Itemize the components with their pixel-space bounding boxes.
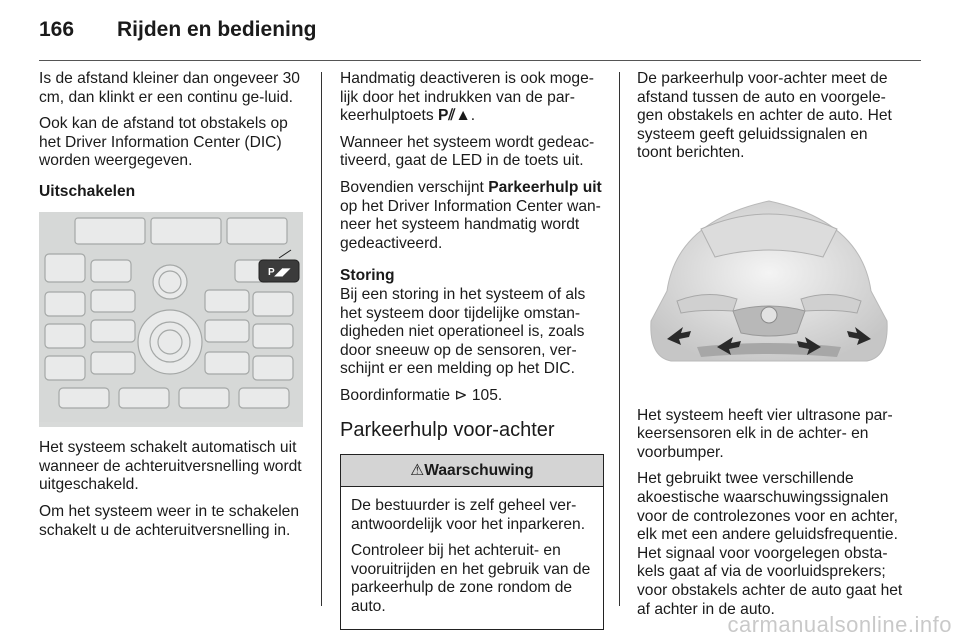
paragraph: [340, 70, 604, 126]
car-front-image: [637, 171, 901, 383]
punctuation: .: [470, 107, 476, 125]
paragraph: De parkeerhulp voor-achter meet de afstand tussen de auto en voorgele-gen obstakels en achter de auto. Het systeem geeft geluidssignalen en toont berichten.: [637, 70, 892, 162]
section-title: Parkeerhulp voor-achter: [340, 418, 555, 441]
header-divider: [39, 60, 921, 61]
car-illustration: [637, 171, 901, 389]
page-number: 166: [39, 18, 75, 41]
dic-message: Parkeerhulp uit: [488, 178, 602, 196]
park-assist-label: P◢◤: [267, 266, 291, 278]
warning-title: Waarschuwing: [424, 461, 534, 479]
paragraph: Is de afstand kleiner dan ongeveer 30 cm, dan klinkt er een continu ge-luid.: [39, 70, 300, 106]
column-3: [637, 70, 903, 627]
paragraph: Wanneer het systeem wordt gedeac-tiveerd, gaat de LED in de toets uit.: [340, 133, 595, 170]
column-2: [340, 70, 604, 630]
paragraph-text: Handmatig deactiveren is ook moge-lijk door het indrukken van de par-keerhulptoets: [340, 70, 594, 125]
column-divider: [321, 72, 322, 606]
warning-box: [340, 454, 604, 630]
paragraph: Het gebruikt twee verschillende akoestische waarschuwingssignalen voor de controlezones voor en achter, elk met een andere geluidsfrequentie. Het signaal voor voorgelegen obsta-kels gaat af via de voorluidsprekers; voor obstakels achter de auto gaat het af achter in de auto.: [637, 470, 903, 618]
chapter-title: Rijden en bediening: [117, 18, 317, 41]
watermark: carmanualsonline.info: [727, 612, 952, 637]
cross-reference-page: 105.: [471, 386, 503, 404]
warning-icon: ⚠: [410, 461, 425, 479]
paragraph: Ook kan de afstand tot obstakels op het Driver Information Center (DIC) worden weergegeven.: [39, 115, 288, 170]
column-1: [39, 70, 303, 548]
page-header: [39, 18, 317, 48]
center-console-image: [39, 212, 303, 422]
warning-body: [341, 487, 603, 629]
paragraph-text: Bovendien verschijnt: [340, 178, 489, 196]
column-divider: [619, 72, 620, 606]
arrow-icon: ⊳: [454, 386, 468, 404]
cross-reference-text: Boordinformatie: [340, 386, 451, 404]
paragraph-text: op het Driver Information Center wan-neer het systeem handmatig wordt gedeactiveerd.: [340, 197, 601, 252]
cross-reference[interactable]: [340, 387, 604, 406]
paragraph: Het systeem schakelt automatisch uit wanneer de achteruitversnelling wordt uitgeschakeld.: [39, 439, 302, 494]
paragraph: Controleer bij het achteruit- en vooruitrijden en het gebruik van de parkeerhulp de zone rondom de auto.: [351, 542, 591, 616]
paragraph: Bij een storing in het systeem of als het systeem door tijdelijke omstan-digheden niet operationeel is, zoals door sneeuw op de sensoren, ver-schijnt er een melding op het DIC.: [340, 285, 586, 378]
section-heading-uitschakelen: Uitschakelen: [39, 182, 136, 200]
paragraph: De bestuurder is zelf geheel ver-antwoordelijk voor het inparkeren.: [351, 497, 586, 533]
park-assist-key-icon: P⫽▲: [437, 107, 471, 125]
section-heading-storing: Storing: [340, 267, 395, 285]
paragraph: Het systeem heeft vier ultrasone par-keersensoren elk in de achter- en voorbumper.: [637, 406, 893, 461]
paragraph: Om het systeem weer in te schakelen schakelt u de achteruitversnelling in.: [39, 502, 300, 539]
warning-header: [341, 455, 603, 488]
console-illustration: [39, 212, 303, 428]
paragraph: [340, 179, 604, 253]
